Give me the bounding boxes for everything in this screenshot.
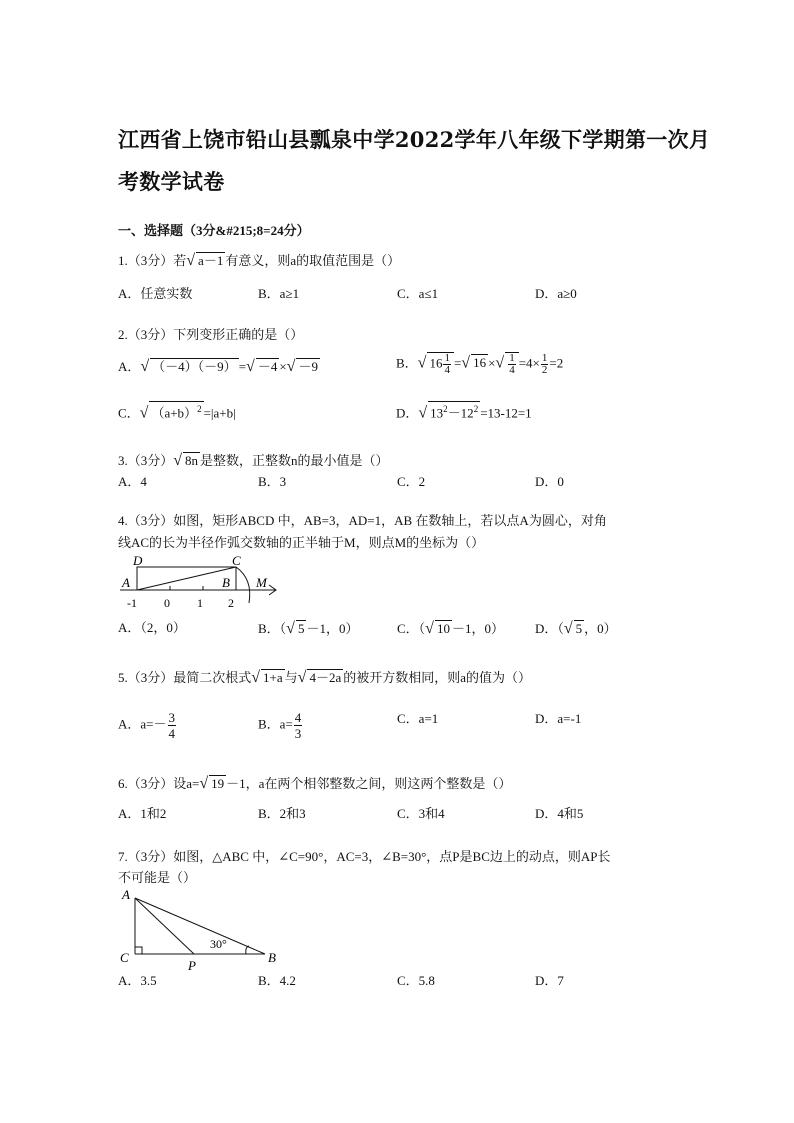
q1-radicand: a－1: [198, 253, 224, 268]
q6-option-b: B．2和3: [258, 806, 306, 821]
q1-option-b: B．a≥1: [258, 286, 300, 301]
q3-option-c: C．2: [397, 474, 426, 489]
q4-stem-line1: 4.（3分）如图，矩形ABCD 中，AB=3，AD=1，AB 在数轴上，若以点A为圆心，对角: [118, 513, 607, 528]
tick-label-1: 1: [197, 596, 203, 610]
label-b: B: [222, 575, 230, 590]
q1-option-a: A．任意实数: [118, 286, 193, 301]
q4-option-a: A．（2，0）: [118, 620, 186, 635]
q4-option-d: D．（√ 5 ，0）: [535, 620, 617, 637]
q5-option-a: A．a=－ $\frac{3}{4}$: [118, 710, 175, 741]
q2-stem: 2.（3分）下列变形正确的是（）: [118, 327, 304, 342]
q7-option-d: D．7: [535, 973, 564, 988]
label-m: M: [256, 575, 267, 590]
q6-option-a: A．1和2: [118, 806, 167, 821]
label-d: D: [133, 553, 143, 568]
q7-option-a: A．3.5: [118, 973, 157, 988]
arc: [236, 567, 250, 603]
q3-stem: 3.（3分）√ 8n 是整数，正整数n的最小值是（）: [118, 452, 389, 469]
label-p: P: [188, 958, 196, 972]
q6-option-c: C．3和4: [397, 806, 445, 821]
tick-label-2: 2: [228, 596, 234, 610]
segment-ap: [135, 898, 194, 954]
q6-option-d: D．4和5: [535, 806, 584, 821]
right-angle-mark: [135, 947, 142, 954]
label-c: C: [232, 553, 241, 568]
q7-stem-line2: 不可能是（）: [118, 870, 197, 885]
q5-option-b: B．a= $\frac{4}{3}$: [258, 710, 302, 741]
tick-label-0: 0: [164, 596, 170, 610]
q6-stem: 6.（3分）设a=√ 19 －1，a在两个相邻整数之间，则这两个整数是（）: [118, 775, 512, 792]
q1-option-d: D．a≥0: [535, 286, 577, 301]
q4-option-b: B．（√ 5 －1，0）: [258, 620, 359, 637]
q5-option-d: D．a=-1: [535, 711, 582, 726]
q1-stem: 1.（3分）若√ a－1 有意义，则a的取值范围是（）: [118, 252, 401, 269]
q4-option-c: C．（√ 10 －1，0）: [397, 620, 504, 637]
label-a: A: [122, 887, 130, 902]
q3-option-b: B．3: [258, 474, 287, 489]
q5-stem: 5.（3分）最简二次根式√ 1+a 与√ 4－2a 的被开方数相同，则a的值为（）: [118, 669, 532, 686]
q2-option-b: B．√ 16 $\frac{1}{4}$ =√ 16 ×√ $\frac{1}{4}$ =4× $\frac{1}{2}$ =2: [396, 352, 564, 376]
section-header: 一、选择题（3分&#215;8=24分）: [118, 223, 310, 238]
q7-option-b: B．4.2: [258, 973, 296, 988]
label-c: C: [120, 950, 129, 965]
q3-option-a: A．4: [118, 474, 147, 489]
doc-title-line2: 考数学试卷: [118, 169, 225, 194]
q4-figure: [116, 553, 286, 611]
tick-label-neg1: -1: [127, 596, 137, 610]
label-angle: 30°: [210, 937, 227, 951]
q5-option-c: C．a=1: [397, 711, 439, 726]
q7-stem-line1: 7.（3分）如图，△ABC 中，∠C=90°，AC=3，∠B=30°，点P是BC边上的动点，则AP长: [118, 849, 611, 864]
q2-option-a: A．√ （－4）（－9） =√ －4 ×√ －9: [118, 358, 318, 375]
side-ab: [135, 898, 265, 954]
label-b: B: [268, 950, 276, 965]
label-a: A: [122, 575, 130, 590]
q4-stem-line2: 线AC的长为半径作弧交数轴的正半轴于M，则点M的坐标为（）: [118, 535, 485, 550]
q3-option-d: D．0: [535, 474, 564, 489]
q7-figure: [118, 886, 288, 972]
q1-option-c: C．a≤1: [397, 286, 439, 301]
q7-option-c: C．5.8: [397, 973, 435, 988]
q2-option-c: C．√ $(a+b)^2 =|a+b|$: [118, 401, 236, 421]
doc-title-line1: 江西省上饶市铅山县瓢泉中学2022学年八年级下学期第一次月: [118, 127, 711, 152]
q2-option-d: D．√ $13^2-12^2 =13-12=1$: [396, 401, 532, 421]
